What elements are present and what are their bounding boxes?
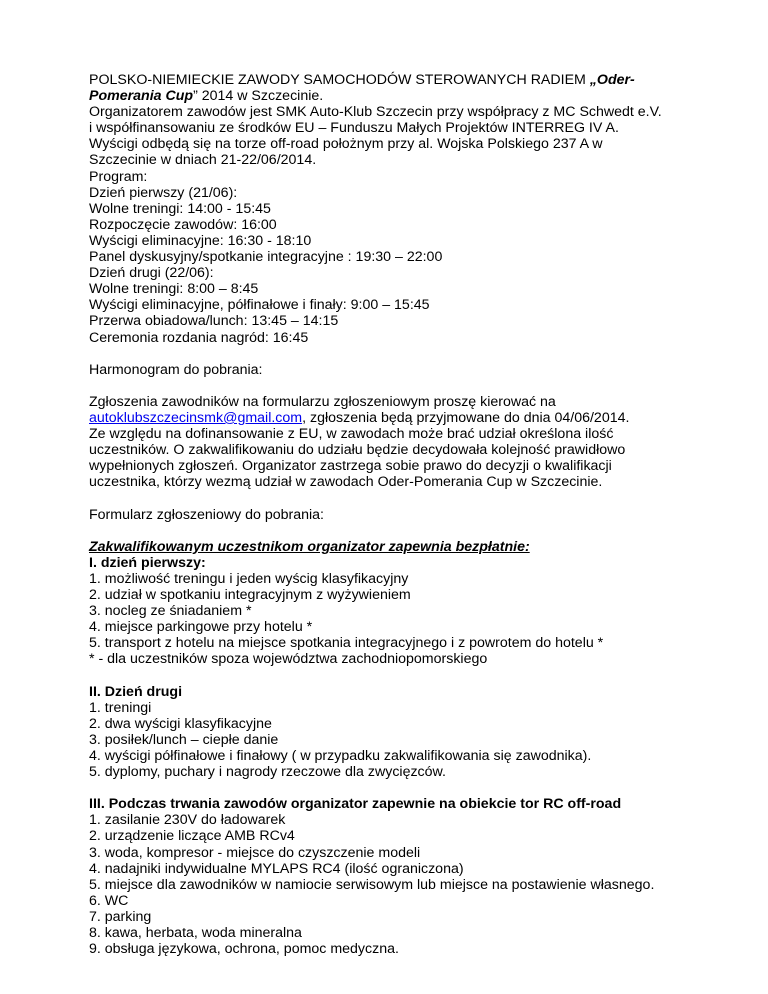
spacer xyxy=(89,523,749,539)
day1-schedule-item: Wyścigi eliminacyjne: 16:30 - 18:10 xyxy=(89,232,312,249)
benefits-day2-item: 4. wyścigi półfinałowe i finałowy ( w przypadku zakwalifikowania się zawodnika). xyxy=(89,747,592,764)
benefits-day2-item: 5. dyplomy, puchary i nagrody rzeczowe dla zwycięzców. xyxy=(89,764,446,781)
day2-schedule-item: Ceremonia rozdania nagród: 16:45 xyxy=(89,329,309,346)
day2-schedule-item: Przerwa obiadowa/lunch: 13:45 – 14:15 xyxy=(89,313,339,330)
venue-item: 8. kawa, herbata, woda mineralna xyxy=(89,924,302,941)
benefits-day2-item: 2. dwa wyścigi klasyfikacyjne xyxy=(89,715,272,732)
venue-item: 1. zasilanie 230V do ładowarek xyxy=(89,812,286,829)
benefits-day1-item: 4. miejsce parkingowe przy hotelu * xyxy=(89,619,313,636)
venue-item: 5. miejsce dla zawodników w namiocie serwisowym lub miejsce na postawienie własnego. xyxy=(89,876,655,893)
benefits-day2-item: 3. posiłek/lunch – ciepłe danie xyxy=(89,731,279,748)
document-page xyxy=(89,72,749,957)
title-line-1 xyxy=(89,72,749,88)
benefits-heading: Zakwalifikowanym uczestnikom organizator zapewnia bezpłatnie: xyxy=(89,538,530,555)
title-year-location: ” 2014 w Szczecinie. xyxy=(193,88,324,105)
intro-line: Szczecinie w dniach 21-22/06/2014. xyxy=(89,152,317,169)
spacer xyxy=(89,780,749,796)
day2-heading: Dzień drugi (22/06): xyxy=(89,265,214,282)
day1-heading: Dzień pierwszy (21/06): xyxy=(89,184,238,201)
title-cup-name-end: Pomerania Cup xyxy=(89,88,194,105)
spacer xyxy=(89,490,749,506)
day1-schedule-item: Rozpoczęcie zawodów: 16:00 xyxy=(89,216,277,233)
intro-line: i współfinansowaniu ze środków EU – Funduszu Małych Projektów INTERREG IV A. xyxy=(89,120,619,137)
spacer xyxy=(89,378,749,394)
intro-line: Organizatorem zawodów jest SMK Auto-Klub Szczecin przy współpracy z MC Schwedt e.V. xyxy=(89,104,662,121)
registration-line: wypełnionych zgłoszeń. Organizator zastrzega sobie prawo do decyzji o kwalifikacji xyxy=(89,458,612,475)
registration-email-line xyxy=(89,410,749,426)
email-link[interactable]: autoklubszczecinsmk@gmail.com xyxy=(89,409,303,426)
benefits-day1-footnote: * - dla uczestników spoza województwa zachodniopomorskiego xyxy=(89,651,488,668)
spacer xyxy=(89,346,749,362)
venue-item: 2. urządzenie liczące AMB RCv4 xyxy=(89,828,295,845)
benefits-day1-heading: I. dzień pierwszy: xyxy=(89,554,206,571)
registration-line: Ze względu na dofinansowanie z EU, w zawodach może brać udział określona ilość xyxy=(89,426,614,443)
registration-line: uczestników. O zakwalifikowaniu do udziału będzie decydowała kolejność prawidłowo xyxy=(89,442,626,459)
spacer xyxy=(89,667,749,683)
venue-item: 9. obsługa językowa, ochrona, pomoc medyczna. xyxy=(89,941,399,958)
day1-schedule-item: Panel dyskusyjny/spotkanie integracyjne : 19:30 – 22:00 xyxy=(89,249,443,266)
benefits-day2-item: 1. treningi xyxy=(89,699,152,716)
venue-heading: III. Podczas trwania zawodów organizator zapewnie na obiekcie tor RC off-road xyxy=(89,796,622,813)
benefits-day1-item: 2. udział w spotkaniu integracyjnym z wyżywieniem xyxy=(89,587,411,603)
day2-schedule-item: Wyścigi eliminacyjne, półfinałowe i finały: 9:00 – 15:45 xyxy=(89,297,430,314)
title-line-2 xyxy=(89,88,749,104)
intro-line: Wyścigi odbędą się na torze off-road położnym przy al. Wojska Polskiego 237 A w xyxy=(89,136,603,153)
venue-item: 4. nadajniki indywidualne MYLAPS RC4 (ilość ograniczona) xyxy=(89,860,464,877)
title-text: POLSKO-NIEMIECKIE ZAWODY SAMOCHODÓW STEROWANYCH RADIEM xyxy=(89,72,590,88)
day1-schedule-item: Wolne treningi: 14:00 - 15:45 xyxy=(89,200,271,217)
benefits-day1-item: 5. transport z hotelu na miejsce spotkania integracyjnego i z powrotem do hotelu * xyxy=(89,635,604,652)
benefits-day1-item: 3. nocleg ze śniadaniem * xyxy=(89,603,252,620)
benefits-day1-item: 1. możliwość treningu i jeden wyścig klasyfikacyjny xyxy=(89,570,409,587)
benefits-day2-heading: II. Dzień drugi xyxy=(89,683,183,700)
form-download-label: Formularz zgłoszeniowy do pobrania: xyxy=(89,506,324,523)
title-cup-name-start: „Oder- xyxy=(589,72,635,88)
program-heading: Program: xyxy=(89,168,148,185)
registration-line: uczestnika, którzy wezmą udział w zawodach Oder-Pomerania Cup w Szczecinie. xyxy=(89,474,603,491)
registration-deadline: , zgłoszenia będą przyjmowane do dnia 04/06/2014. xyxy=(302,409,630,426)
venue-item: 7. parking xyxy=(89,908,152,925)
venue-item: 3. woda, kompresor - miejsce do czyszczenie modeli xyxy=(89,844,421,861)
venue-item: 6. WC xyxy=(89,892,129,909)
schedule-download-label: Harmonogram do pobrania: xyxy=(89,361,263,378)
registration-line: Zgłoszenia zawodników na formularzu zgłoszeniowym proszę kierować na xyxy=(89,393,556,410)
day2-schedule-item: Wolne treningi: 8:00 – 8:45 xyxy=(89,281,259,298)
